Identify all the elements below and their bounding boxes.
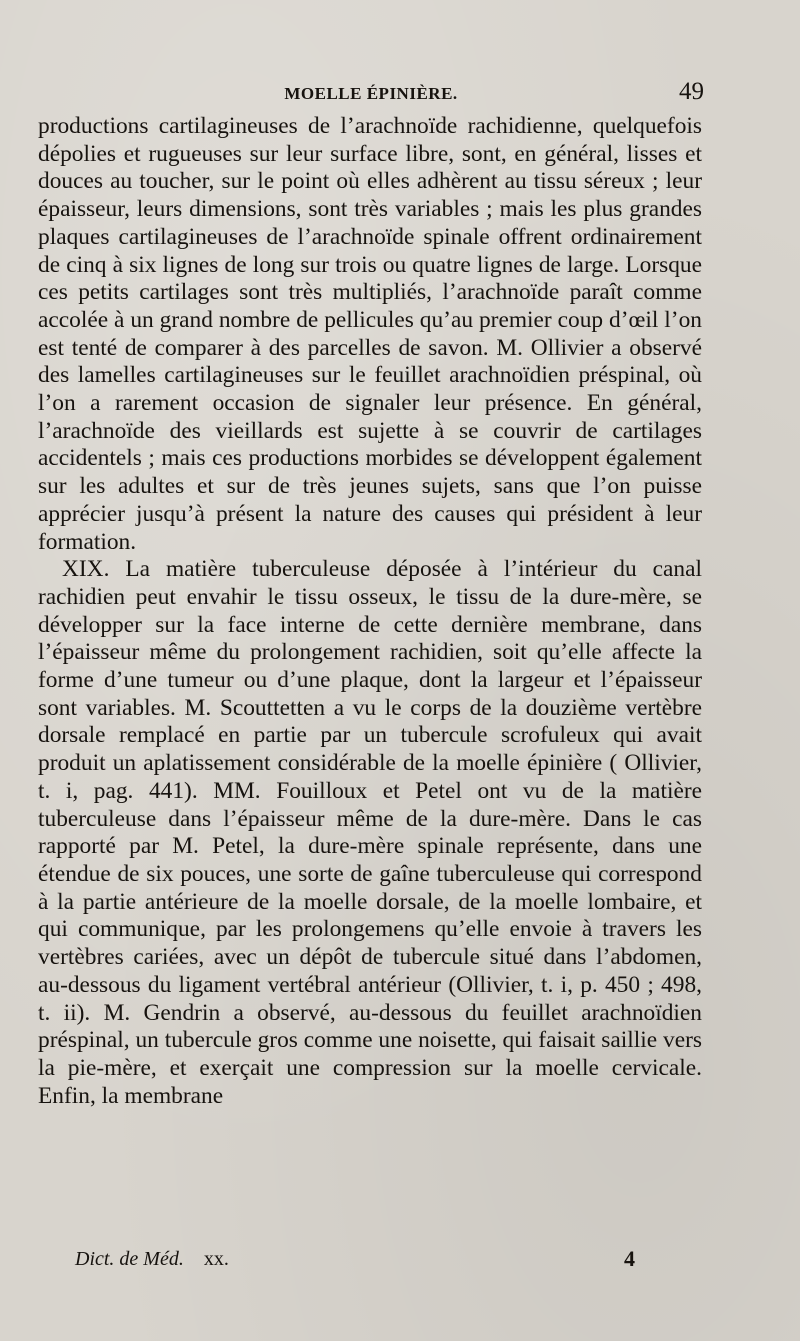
body-text	[38, 113, 702, 1110]
paragraph-section-xix: XIX. La matière tuberculeuse déposée à l’intérieur du canal rachidien peut envahir le tissu osseux, le tissu de la dure-mère, se développer sur la face interne de cette dernière membrane, dans l’épaisseur même du prolongement rachidien, soit qu’elle affecte la forme d’une tumeur ou d’une plaque, dont la largeur et l’épaisseur sont variables. M. Scouttetten a vu le corps de la douzième vertèbre dorsale remplacé en partie par un tubercule scrofuleux qui avait produit un aplatissement considérable de la moelle épinière ( Ollivier, t. i, pag. 441). MM. Fouilloux et Petel ont vu de la matière tuberculeuse dans l’épaisseur même de la dure-mère. Dans le cas rapporté par M. Petel, la dure-mère spinale représente, dans une étendue de six pouces, une sorte de gaîne tuberculeuse qui correspond à la partie antérieure de la moelle dorsale, de la moelle lombaire, et qui communique, par les prolongemens qu’elle envoie à travers les vertèbres cariées, avec un dépôt de tubercule situé dans l’abdomen, au-dessous du ligament vertébral antérieur (Ollivier, t. i, p. 450 ; 498, t. ii). M. Gendrin a observé, au-dessous du feuillet arachnoïdien préspinal, un tubercule gros comme une noisette, qui faisait saillie vers la pie-mère, et exerçait une compression sur la moelle cervicale. Enfin, la membrane	[38, 556, 702, 1109]
paragraph-continuation: productions cartilagineuses de l’arachnoïde rachidienne, quelquefois dépolies et rugueuses sur leur surface libre, sont, en général, lisses et douces au toucher, sur le point où elles adhèrent au tissu séreux ; leur épaisseur, leurs dimensions, sont très variables ; mais les plus grandes plaques cartilagineuses de l’arachnoïde spinale offrent ordinairement de cinq à six lignes de long sur trois ou quatre lignes de large. Lorsque ces petits cartilages sont très multipliés, l’arachnoïde paraît comme accolée à un grand nombre de pellicules qu’au premier coup d’œil l’on est tenté de comparer à des parcelles de savon. M. Ollivier a observé des lamelles cartilagineuses sur le feuillet arachnoïdien préspinal, où l’on a rarement occasion de signaler leur présence. En général, l’arachnoïde des vieillards est sujette à se couvrir de cartilages accidentels ; mais ces productions morbides se développent également sur les adultes et sur de très jeunes sujets, sans que l’on puisse apprécier jusqu’à présent la nature des causes qui président à leur formation.	[38, 113, 702, 555]
footer-source	[75, 1248, 229, 1271]
page-header	[38, 78, 704, 112]
page-number: 49	[679, 78, 704, 105]
page-footer	[75, 1246, 635, 1276]
volume-number: xx.	[203, 1248, 229, 1270]
dictionary-label: Dict. de Méd.	[75, 1248, 184, 1270]
running-title: MOELLE ÉPINIÈRE.	[284, 84, 458, 103]
gathering-signature: 4	[624, 1246, 635, 1271]
